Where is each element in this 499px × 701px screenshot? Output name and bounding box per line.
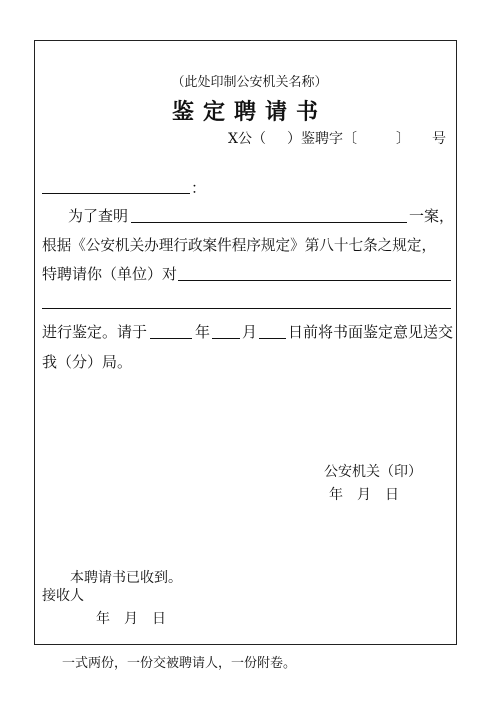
month-blank [212,338,240,339]
page-title: 鉴定聘请书 [171,99,327,125]
para4-start: 进行鉴定。请于 [42,323,148,341]
receipt-acknowledged: 本聘请书已收到。 [70,570,182,586]
para3-start: 特聘请你（单位）对 [42,265,178,283]
receiver-label: 接收人 [42,588,84,604]
footnote: 一式两份，一份交被聘请人，一份附卷。 [62,656,297,671]
agency-seal: 公安机关（印） [324,464,422,480]
agency-placeholder: （此处印制公安机关名称） [171,75,328,90]
para5: 我（分）局。 [42,353,133,371]
year-blank [150,338,192,339]
recipient-colon: ： [191,179,207,197]
ref-suffix: 号 [432,131,446,147]
para4-end: 日前将书面鉴定意见送交 [288,323,454,341]
recipient-blank-line [42,193,190,194]
ref-close: 〕 [396,131,410,147]
day-blank [259,338,286,339]
subject-blank-line [178,280,451,281]
para1-start: 为了查明 [68,207,129,225]
case-blank-line [131,222,407,223]
ref-mid: ）鉴聘字〔 [287,131,357,147]
ref-prefix: X公（ [228,131,266,147]
para4-year: 年 [195,323,211,341]
para2: 根据《公安机关办理行政案件程序规定》第八十七条之规定， [42,237,437,254]
receipt-date: 年 月 日 [96,611,166,627]
para1-end: 一案， [409,207,455,225]
para4-month: 月 [242,323,258,341]
subject-blank-line-2 [42,308,451,309]
signature-date: 年 月 日 [329,487,399,503]
